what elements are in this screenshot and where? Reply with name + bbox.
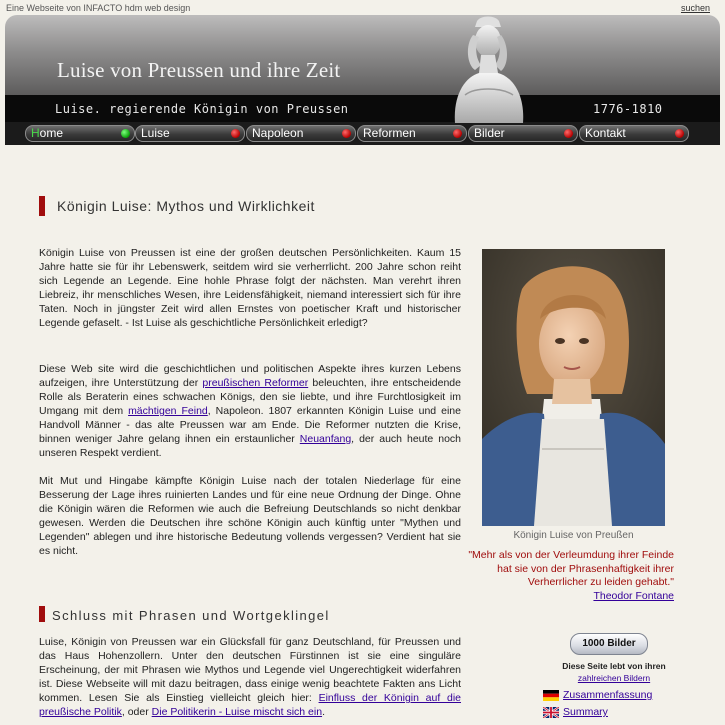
site-title: Luise von Preussen und ihre Zeit <box>57 58 341 82</box>
nav-home[interactable] <box>25 125 135 142</box>
top-bar <box>0 0 725 15</box>
site-credit: Eine Webseite von INFACTO hdm web design <box>6 3 191 13</box>
nav-indicator-icon <box>342 129 351 138</box>
link-preussische-reformer[interactable]: preußischen Reformer <box>202 377 309 389</box>
portrait-caption: Königin Luise von Preußen <box>513 530 634 541</box>
german-flag-icon <box>543 690 559 701</box>
link-maechtiger-feind[interactable]: mächtigen Feind <box>128 405 208 417</box>
lives-text: Diese Seite lebt von ihren <box>562 661 666 671</box>
nav-kontakt[interactable] <box>579 125 689 142</box>
nav-bilder[interactable] <box>468 125 578 142</box>
section-title: Schluss mit Phrasen und Wortgeklingel <box>52 608 330 623</box>
nav-indicator-icon <box>675 129 684 138</box>
site-header <box>5 15 720 145</box>
portrait-image <box>482 249 665 526</box>
quote-author-link[interactable]: Theodor Fontane <box>593 590 674 602</box>
summary-en-link[interactable]: Summary <box>563 706 608 718</box>
nav-napoleon-label: Napoleon <box>252 126 304 140</box>
heading-marker <box>39 196 45 216</box>
nav-indicator-icon <box>231 129 240 138</box>
nav-bilder-label: Bilder <box>474 126 505 140</box>
nav-luise-label: Luise <box>141 126 170 140</box>
uk-flag-icon <box>543 707 559 718</box>
nav-reformen[interactable] <box>357 125 467 142</box>
nav-luise[interactable] <box>135 125 245 142</box>
nav-indicator-icon <box>453 129 462 138</box>
aims-paragraph: Diese Web site wird die geschichtlichen und politischen Aspekte ihres kurzen Lebens aufzeigen, ihre Unterstützung der preußischen Reformer beleuchten, ihre entscheidende Rolle als Beraterin eines schwachen Königs, den sie liebte, und ihre Furchtlosigkeit im Umgang mit dem mächtigen Feind, Napoleon. 1807 erkannten Königin Luise und eine Handvoll Männer - das alte Preussen war am Ende. Die Reformer nutzten die Krise, binnen weniger Jahre gelang ihnen ein erstaunlicher Neuanfang, der auch heute noch unseren Respekt verdient. <box>39 363 461 459</box>
header-banner <box>5 15 720 95</box>
queen-bust-logo <box>435 15 535 123</box>
bilder-button[interactable]: 1000 Bilder <box>570 633 648 655</box>
closing-paragraph: Luise, Königin von Preussen war ein Glücksfall für ganz Deutschland, für Preussen und das Haus Hohenzollern. Unter den deutschen Fürstinnen ist sie eine singuläre Erscheinung, der mit Phrasen wie Mythos und Legende viel Ungerechtigkeit widerfahren ist. Diese Webseite will mit dazu beitragen, dass einige wenig beachtete Fakten ans Licht kommen. Lesen Sie als Einstieg vielleicht gleich hier: Einfluss der Königin auf die preußische Politik, oder Die Politikerin - Luise mischt sich ein. <box>39 636 461 718</box>
site-subtitle: Luise. regierende Königin von Preussen <box>55 102 349 116</box>
link-einfluss-der-koenigin[interactable]: Einfluss der Königin auf die preußische Politik <box>39 692 461 718</box>
page-title: Königin Luise: Mythos und Wirklichkeit <box>57 198 315 214</box>
nav-indicator-icon <box>121 129 130 138</box>
heading-marker <box>39 606 45 622</box>
lifespan-years: 1776-1810 <box>593 102 663 116</box>
link-neuanfang[interactable]: Neuanfang <box>299 433 352 445</box>
nav-kontakt-label: Kontakt <box>585 126 626 140</box>
images-link[interactable]: zahlreichen Bildern <box>577 673 651 683</box>
nav-napoleon[interactable] <box>246 125 356 142</box>
courage-paragraph: Mit Mut und Hingabe kämpfte Königin Luise nach der totalen Niederlage für eine Besserung der Lage ihres ruinierten Landes und für eine neue Ordnung der Dinge. Ohne die Königin wären die Reformen wie auch die Befreiung Deutschlands so nicht denkbar gewesen. Werden die Deutschen ihre schöne Königin auch künftig unter "Mythen und Legenden" ablegen und ihre historische Bedeutung vollends vergessen? Verdient hat sie es nicht. <box>39 475 461 557</box>
summary-de-link[interactable]: Zusammenfassung <box>563 689 653 701</box>
search-link[interactable]: suchen <box>680 3 710 13</box>
intro-paragraph: Königin Luise von Preussen ist eine der großen deutschen Persönlichkeiten. Kaum 15 Jahre hatte sie für ihr Lebenswerk, seitdem wird sie verherrlicht. 200 Jahre schon reiht sich Legende an Legende. Eine hohle Phrase folgt der nächsten. Man verehrt ihren Liebreiz, ihr menschliches Wesen, ihre Leidensfähigkeit, niemand interessiert sich für ihre Taten. Noch in jüngster Zeit wird allen Ernstes von poetischer Kraft und historischer Legende gefaselt. - Ist Luise als geschichtliche Persönlichkeit erledigt? <box>39 247 461 329</box>
fontane-quote: "Mehr als von der Verleumdung ihrer Feinde hat sie von der Phrasenhaftigkeit ihrer Verherrlicher zu leiden gehabt." <box>468 549 674 588</box>
nav-reformen-label: Reformen <box>363 126 416 140</box>
nav-indicator-icon <box>564 129 573 138</box>
nav-home-label: Home <box>31 126 64 140</box>
link-die-politikerin[interactable]: Die Politikerin - Luise mischt sich ein <box>151 706 323 718</box>
